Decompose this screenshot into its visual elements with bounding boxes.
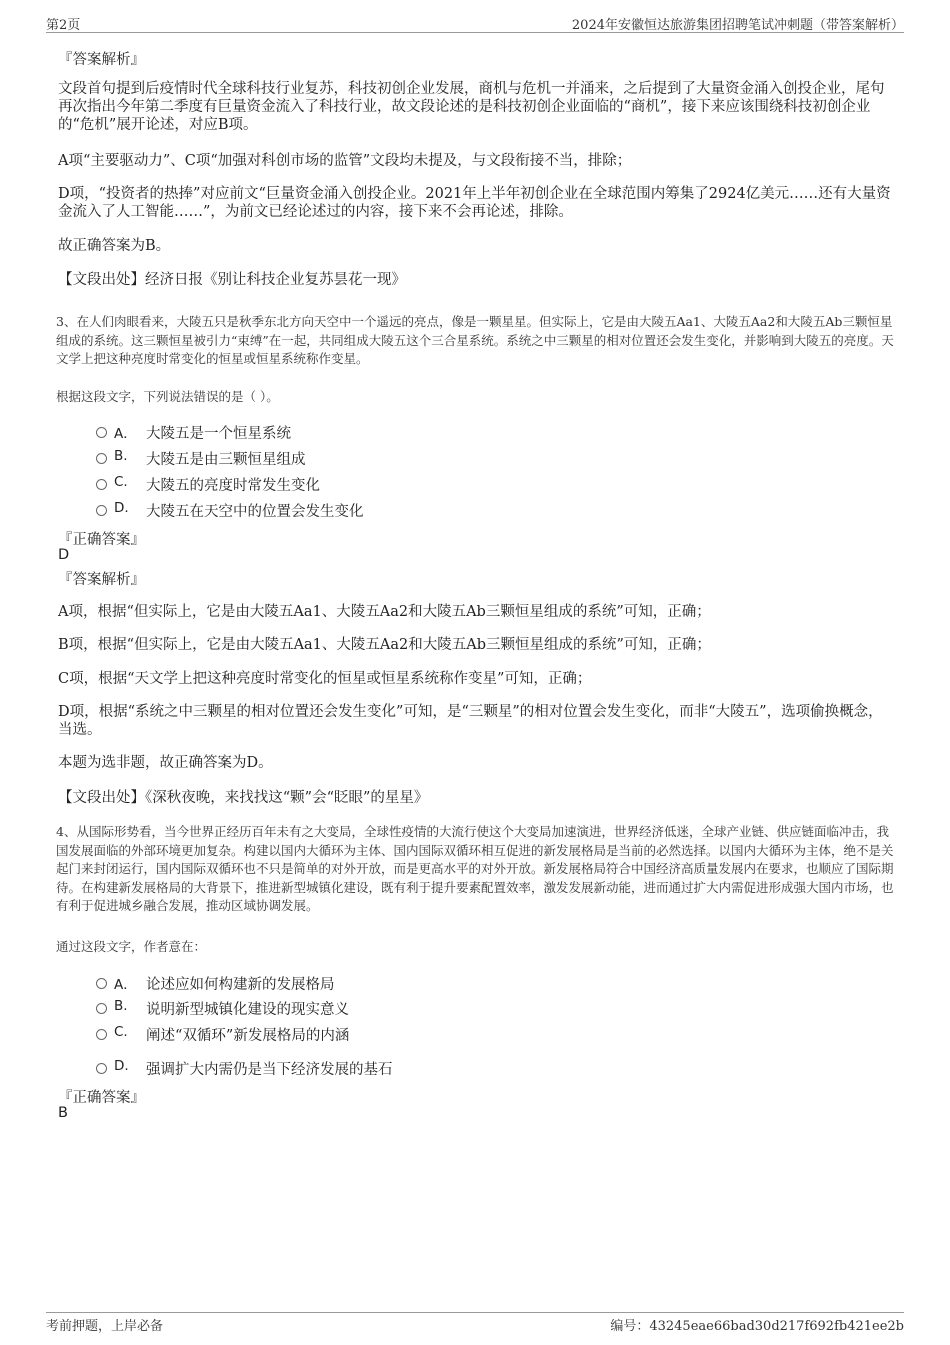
q3-analysis-a: A项，根据“但实际上，它是由大陵五Aa1、大陵五Aa2和大陵五Ab三颗恒星组成的系统”可知，正确；: [58, 604, 711, 620]
option-letter: A．: [114, 977, 137, 993]
option-text: 大陵五在天空中的位置会发生变化: [146, 504, 364, 520]
radio-button[interactable]: [96, 1063, 107, 1074]
q3-analysis-label: 『答案解析』: [58, 572, 145, 588]
option-text: 大陵五是由三颗恒星组成: [146, 452, 306, 468]
option-text: 强调扩大内需仍是当下经济发展的基石: [146, 1062, 393, 1078]
q2-source: 【文段出处】经济日报《别让科技企业复苏昙花一现》: [58, 272, 406, 288]
option-letter: C.: [114, 1024, 128, 1040]
radio-button[interactable]: [96, 505, 107, 516]
q2-analysis-paragraph-1: 文段首句提到后疫情时代全球科技行业复苏，科技初创企业发展，商机与危机一并涌来，之后提到了大量资金涌入创投企业，尾句再次指出今年第二季度有巨量资金流入了科技行业，故文段论述的是科技初创企业面临的“商机”，接下来应该围绕科技初创企业的“危机”展开论述，对应B项。: [58, 81, 885, 133]
q4-answer-label: 『正确答案』: [58, 1090, 145, 1106]
document-id: 编号：43245eae66bad30d217f692fb421ee2b: [610, 1319, 904, 1334]
page-header: [46, 12, 904, 33]
q3-ask: 根据这段文字，下列说法错误的是（ ）。: [56, 389, 279, 404]
radio-button[interactable]: [96, 978, 107, 989]
page-number: 第2页: [46, 18, 81, 33]
q3-analysis-c: C项，根据“天文学上把这种亮度时常变化的恒星或恒星系统称作变星”可知，正确；: [58, 671, 592, 687]
option-text: 大陵五的亮度时常发生变化: [146, 478, 320, 494]
option-letter: D.: [114, 500, 129, 516]
q4-stem: 4、从国际形势看，当今世界正经历百年未有之大变局，全球性疫情的大流行使这个大变局加速演进，世界经济低迷，全球产业链、供应链面临冲击，我国发展面临的外部环境更加复杂。构建以国内大循环为主体、国内国际双循环相互促进的新发展格局是当前的必然选择。以国内大循环为主体，绝不是关起门来封闭运行，国内国际双循环也不只是简单的对外开放，而是更高水平的对外开放。新发展格局符合中国经济高质量发展内在要求，也顺应了国际期待。在构建新发展格局的大背景下，推进新型城镇化建设，既有利于提升要素配置效率，激发发展新动能，进而通过扩大内需促进形成强大国内市场，也有利于促进城乡融合发展，推动区域协调发展。: [56, 824, 894, 913]
q3-analysis-d: D项，根据“系统之中三颗星的相对位置还会发生变化”可知，是“三颗星”的相对位置会发生变化，而非“大陵五”，选项偷换概念，当选。: [58, 704, 883, 738]
q3-analysis-b: B项，根据“但实际上，它是由大陵五Aa1、大陵五Aa2和大陵五Ab三颗恒星组成的系统”可知，正确；: [58, 637, 711, 653]
radio-button[interactable]: [96, 453, 107, 464]
radio-button[interactable]: [96, 427, 107, 438]
option-letter: C.: [114, 474, 128, 490]
q3-answer: D: [58, 547, 70, 563]
q3-stem: 3、在人们肉眼看来，大陵五只是秋季东北方向天空中一个遥远的亮点，像是一颗星星。但实际上，它是由大陵五Aa1、大陵五Aa2和大陵五Ab三颗恒星组成的系统。这三颗恒星被引力“束缚”在一起，共同组成大陵五这个三合星系统。系统之中三颗星的相对位置还会发生变化，并影响到大陵五的亮度。天文学上把这种亮度时常变化的恒星或恒星系统称作变星。: [56, 314, 894, 366]
option-letter: B.: [114, 448, 128, 464]
option-text: 阐述“双循环”新发展格局的内涵: [146, 1028, 350, 1044]
option-letter: A．: [114, 426, 137, 442]
option-text: 大陵五是一个恒星系统: [146, 426, 291, 442]
radio-button[interactable]: [96, 479, 107, 490]
option-letter: B.: [114, 998, 128, 1014]
q2-analysis-paragraph-2: A项“主要驱动力”、C项“加强对科创市场的监管”文段均未提及，与文段衔接不当，排除；: [58, 153, 632, 169]
option-letter: D.: [114, 1058, 129, 1074]
page-footer: [46, 1312, 904, 1333]
q3-analysis-conclusion: 本题为选非题，故正确答案为D。: [58, 755, 273, 771]
option-text: 说明新型城镇化建设的现实意义: [146, 1002, 349, 1018]
radio-button[interactable]: [96, 1003, 107, 1014]
option-text: 论述应如何构建新的发展格局: [146, 977, 335, 993]
q4-ask: 通过这段文字，作者意在：: [56, 939, 207, 954]
q4-answer: B: [58, 1105, 68, 1121]
q2-analysis-paragraph-3: D项，“投资者的热捧”对应前文“巨量资金涌入创投企业。2021年上半年初创企业在全球范围内筹集了2924亿美元……还有大量资金流入了人工智能……”，为前文已经论述过的内容，接下来不会再论述，排除。: [58, 186, 891, 220]
footer-slogan: 考前押题，上岸必备: [46, 1319, 164, 1334]
document-title: 2024年安徽恒达旅游集团招聘笔试冲刺题（带答案解析）: [571, 18, 904, 33]
radio-button[interactable]: [96, 1029, 107, 1040]
q2-analysis-paragraph-4: 故正确答案为B。: [58, 238, 171, 254]
q3-source: 【文段出处】《深秋夜晚，来找找这“颗”会“眨眼”的星星》: [58, 790, 429, 806]
q3-answer-label: 『正确答案』: [58, 532, 145, 548]
q2-analysis-label: 『答案解析』: [58, 52, 145, 68]
